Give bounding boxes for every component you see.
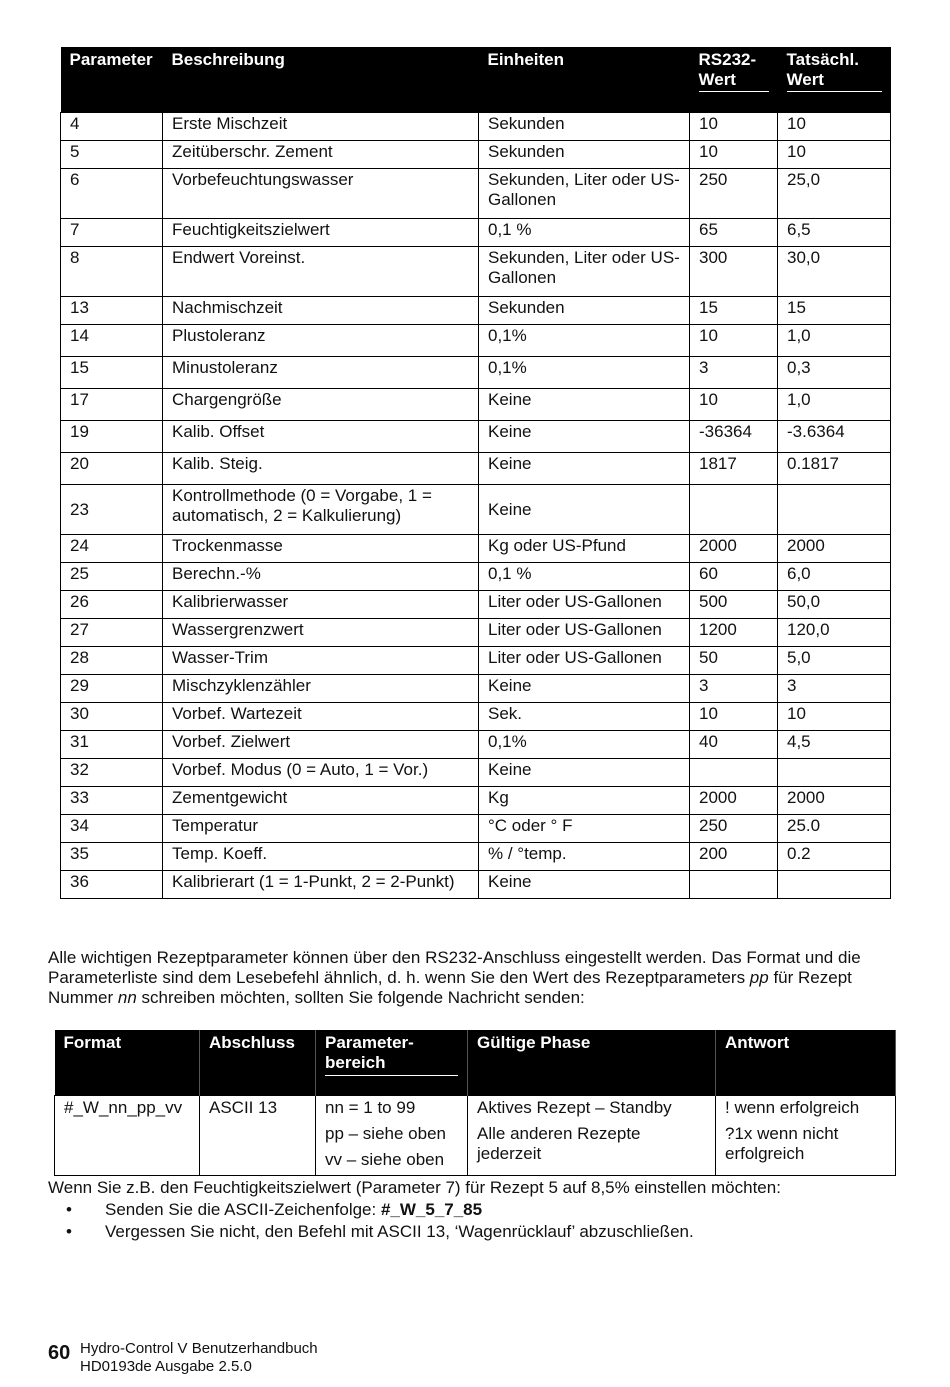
cell-einheiten: Sekunden (479, 113, 690, 141)
table-row (61, 535, 891, 563)
intro-paragraph: Alle wichtigen Rezeptparameter können über den RS232-Anschluss eingestellt werden. Das Format und die Parameterliste sind dem Lesebefehl ähnlich, d. h. wenn Sie den Wert des Rezeptparameters pp für Rezept Nummer nn schreiben möchten, sollten Sie folgende Nachricht senden: (48, 948, 861, 1007)
cell-tatsaechl-wert: 4,5 (778, 731, 891, 759)
cell-beschreibung: Vorbefeuchtungswasser (163, 169, 479, 219)
cell-rs232-wert: 50 (690, 647, 778, 675)
cell-rs232-wert: 3 (690, 357, 778, 389)
cell-einheiten: Keine (479, 675, 690, 703)
cell-parameter: 24 (61, 535, 163, 563)
cell-tatsaechl-wert (778, 759, 891, 787)
header-parameter-bereich: Parameter- bereich (316, 1030, 468, 1096)
parameter-table (60, 47, 891, 899)
cell-einheiten: Keine (479, 759, 690, 787)
cell-tatsaechl-wert: 5,0 (778, 647, 891, 675)
table-row (61, 325, 891, 357)
table-row (61, 357, 891, 389)
cell-rs232-wert: 10 (690, 389, 778, 421)
table-row (61, 453, 891, 485)
cell-parameter: 14 (61, 325, 163, 357)
cell-parameter: 36 (61, 871, 163, 899)
cell-beschreibung: Wassergrenzwert (163, 619, 479, 647)
write-format-header (55, 1030, 896, 1096)
bullet-icon: • (66, 1222, 72, 1241)
cell-rs232-wert: 250 (690, 169, 778, 219)
cell-tatsaechl-wert: -3.6364 (778, 421, 891, 453)
header-parameter: Parameter (61, 47, 163, 113)
cell-einheiten: 0,1% (479, 731, 690, 759)
cell-beschreibung: Minustoleranz (163, 357, 479, 389)
table-row (61, 563, 891, 591)
header-rs232-wert: RS232- Wert (690, 47, 778, 113)
table-row (61, 219, 891, 247)
cell-tatsaechl-wert (778, 485, 891, 535)
cell-einheiten: Keine (479, 485, 690, 535)
cell-tatsaechl-wert: 2000 (778, 787, 891, 815)
footer-title: Hydro-Control V Benutzerhandbuch (80, 1340, 318, 1357)
cell-beschreibung: Nachmischzeit (163, 297, 479, 325)
cell-parameter: 13 (61, 297, 163, 325)
cell-einheiten: Sekunden (479, 141, 690, 169)
cell-parameter: 7 (61, 219, 163, 247)
cell-antwort: ! wenn erfolgreich ?1x wenn nicht erfolgreich (716, 1096, 896, 1176)
cell-einheiten: 0,1 % (479, 563, 690, 591)
cell-beschreibung: Kalibrierart (1 = 1-Punkt, 2 = 2-Punkt) (163, 871, 479, 899)
cell-rs232-wert: 250 (690, 815, 778, 843)
cell-tatsaechl-wert: 1,0 (778, 389, 891, 421)
cell-parameter: 23 (61, 485, 163, 535)
cell-einheiten: Keine (479, 453, 690, 485)
cell-tatsaechl-wert: 10 (778, 141, 891, 169)
cell-rs232-wert: 15 (690, 297, 778, 325)
cell-tatsaechl-wert: 10 (778, 703, 891, 731)
bullet-icon: • (66, 1200, 72, 1219)
cell-parameter: 26 (61, 591, 163, 619)
cell-rs232-wert: 1817 (690, 453, 778, 485)
cell-parameter: 33 (61, 787, 163, 815)
cell-einheiten: Sek. (479, 703, 690, 731)
cell-rs232-wert: 500 (690, 591, 778, 619)
cell-einheiten: °C oder ° F (479, 815, 690, 843)
table-row (61, 389, 891, 421)
write-format-row (55, 1096, 896, 1176)
cell-beschreibung: Wasser-Trim (163, 647, 479, 675)
cell-rs232-wert: 10 (690, 113, 778, 141)
cell-einheiten: 0,1% (479, 357, 690, 389)
table-row (61, 485, 891, 535)
cell-tatsaechl-wert: 10 (778, 113, 891, 141)
cell-tatsaechl-wert: 50,0 (778, 591, 891, 619)
cell-rs232-wert (690, 759, 778, 787)
cell-tatsaechl-wert: 0.1817 (778, 453, 891, 485)
cell-beschreibung: Erste Mischzeit (163, 113, 479, 141)
header-antwort: Antwort (716, 1030, 896, 1096)
header-abschluss: Abschluss (200, 1030, 316, 1096)
table-row (61, 169, 891, 219)
cell-einheiten: Kg (479, 787, 690, 815)
table-row (61, 247, 891, 297)
cell-parameter: 25 (61, 563, 163, 591)
cell-einheiten: Sekunden (479, 297, 690, 325)
table-row (61, 871, 891, 899)
cell-tatsaechl-wert: 2000 (778, 535, 891, 563)
cell-parameter: 20 (61, 453, 163, 485)
cell-rs232-wert (690, 485, 778, 535)
cell-parameter: 35 (61, 843, 163, 871)
cell-parameter: 30 (61, 703, 163, 731)
cell-einheiten: Keine (479, 871, 690, 899)
table-row (61, 731, 891, 759)
cell-beschreibung: Vorbef. Zielwert (163, 731, 479, 759)
page-number: 60 (48, 1342, 71, 1364)
cell-rs232-wert: 1200 (690, 619, 778, 647)
cell-einheiten: Liter oder US-Gallonen (479, 619, 690, 647)
cell-parameter: 29 (61, 675, 163, 703)
cell-beschreibung: Feuchtigkeitszielwert (163, 219, 479, 247)
cell-einheiten: Sekunden, Liter oder US-Gallonen (479, 169, 690, 219)
cell-einheiten: % / °temp. (479, 843, 690, 871)
cell-beschreibung: Temperatur (163, 815, 479, 843)
table-row (61, 421, 891, 453)
cell-tatsaechl-wert: 0,3 (778, 357, 891, 389)
cell-parameter: 4 (61, 113, 163, 141)
cell-einheiten: 0,1 % (479, 219, 690, 247)
cell-tatsaechl-wert: 6,5 (778, 219, 891, 247)
bullet-item-terminate: • Vergessen Sie nicht, den Befehl mit ASCII 13, ‘Wagenrücklauf’ abzuschließen. (66, 1222, 694, 1241)
cell-rs232-wert: 2000 (690, 535, 778, 563)
cell-tatsaechl-wert: 0.2 (778, 843, 891, 871)
header-format: Format (55, 1030, 200, 1096)
table-row (61, 675, 891, 703)
cell-parameter: 28 (61, 647, 163, 675)
parameter-table-header (61, 47, 891, 113)
cell-einheiten: Liter oder US-Gallonen (479, 647, 690, 675)
cell-beschreibung: Vorbef. Modus (0 = Auto, 1 = Vor.) (163, 759, 479, 787)
cell-rs232-wert: 40 (690, 731, 778, 759)
ascii-code: #_W_5_7_85 (380, 1200, 483, 1219)
cell-beschreibung: Kontrollmethode (0 = Vorgabe, 1 = automatisch, 2 = Kalkulierung) (163, 485, 479, 535)
cell-tatsaechl-wert: 15 (778, 297, 891, 325)
cell-parameter: 34 (61, 815, 163, 843)
cell-parameter: 6 (61, 169, 163, 219)
cell-beschreibung: Plustoleranz (163, 325, 479, 357)
footer-edition: HD0193de Ausgabe 2.5.0 (80, 1358, 252, 1375)
cell-einheiten: Keine (479, 421, 690, 453)
example-bullets (66, 1199, 694, 1243)
cell-beschreibung: Berechn.-% (163, 563, 479, 591)
cell-rs232-wert: 300 (690, 247, 778, 297)
cell-rs232-wert: 10 (690, 325, 778, 357)
table-row (61, 759, 891, 787)
cell-rs232-wert: 10 (690, 703, 778, 731)
table-row (61, 787, 891, 815)
cell-beschreibung: Kalib. Offset (163, 421, 479, 453)
cell-einheiten: Sekunden, Liter oder US-Gallonen (479, 247, 690, 297)
cell-parameter: 27 (61, 619, 163, 647)
cell-einheiten: Liter oder US-Gallonen (479, 591, 690, 619)
cell-beschreibung: Zementgewicht (163, 787, 479, 815)
header-tatsaechl-wert: Tatsächl. Wert (778, 47, 891, 113)
cell-parameter: 32 (61, 759, 163, 787)
table-row (61, 141, 891, 169)
write-format-table (54, 1030, 896, 1176)
cell-parameter: 31 (61, 731, 163, 759)
cell-phase: Aktives Rezept – Standby Alle anderen Rezepte jederzeit (468, 1096, 716, 1176)
cell-beschreibung: Temp. Koeff. (163, 843, 479, 871)
table-row (61, 113, 891, 141)
table-row (61, 815, 891, 843)
cell-beschreibung: Zeitüberschr. Zement (163, 141, 479, 169)
cell-tatsaechl-wert: 3 (778, 675, 891, 703)
table-row (61, 647, 891, 675)
cell-rs232-wert: 3 (690, 675, 778, 703)
table-row (61, 619, 891, 647)
cell-tatsaechl-wert: 30,0 (778, 247, 891, 297)
cell-rs232-wert: 10 (690, 141, 778, 169)
cell-beschreibung: Kalib. Steig. (163, 453, 479, 485)
cell-tatsaechl-wert (778, 871, 891, 899)
cell-beschreibung: Mischzyklenzähler (163, 675, 479, 703)
cell-rs232-wert (690, 871, 778, 899)
parameter-table-body (61, 113, 891, 899)
cell-beschreibung: Endwert Voreinst. (163, 247, 479, 297)
header-gueltige-phase: Gültige Phase (468, 1030, 716, 1096)
cell-beschreibung: Chargengröße (163, 389, 479, 421)
cell-parameter: 5 (61, 141, 163, 169)
cell-bereich: nn = 1 to 99 pp – siehe oben vv – siehe oben (316, 1096, 468, 1176)
cell-tatsaechl-wert: 6,0 (778, 563, 891, 591)
cell-rs232-wert: 200 (690, 843, 778, 871)
table-row (61, 591, 891, 619)
cell-einheiten: 0,1% (479, 325, 690, 357)
header-beschreibung: Beschreibung (163, 47, 479, 113)
cell-abschluss: ASCII 13 (200, 1096, 316, 1176)
cell-beschreibung: Trockenmasse (163, 535, 479, 563)
cell-parameter: 17 (61, 389, 163, 421)
cell-rs232-wert: 65 (690, 219, 778, 247)
table-row (61, 703, 891, 731)
example-intro: Wenn Sie z.B. den Feuchtigkeitszielwert (Parameter 7) für Rezept 5 auf 8,5% einstellen möchten: (48, 1178, 781, 1197)
cell-parameter: 8 (61, 247, 163, 297)
cell-tatsaechl-wert: 25,0 (778, 169, 891, 219)
cell-rs232-wert: 2000 (690, 787, 778, 815)
cell-einheiten: Keine (479, 389, 690, 421)
cell-tatsaechl-wert: 120,0 (778, 619, 891, 647)
cell-tatsaechl-wert: 25.0 (778, 815, 891, 843)
bullet-item-send: • Senden Sie die ASCII-Zeichenfolge: #_W_5_7_85 (66, 1200, 483, 1219)
cell-format: #_W_nn_pp_vv (55, 1096, 200, 1176)
table-row (61, 843, 891, 871)
cell-beschreibung: Kalibrierwasser (163, 591, 479, 619)
cell-parameter: 19 (61, 421, 163, 453)
cell-rs232-wert: 60 (690, 563, 778, 591)
header-einheiten: Einheiten (479, 47, 690, 113)
table-row (61, 297, 891, 325)
cell-parameter: 15 (61, 357, 163, 389)
cell-beschreibung: Vorbef. Wartezeit (163, 703, 479, 731)
cell-einheiten: Kg oder US-Pfund (479, 535, 690, 563)
cell-rs232-wert: -36364 (690, 421, 778, 453)
cell-tatsaechl-wert: 1,0 (778, 325, 891, 357)
